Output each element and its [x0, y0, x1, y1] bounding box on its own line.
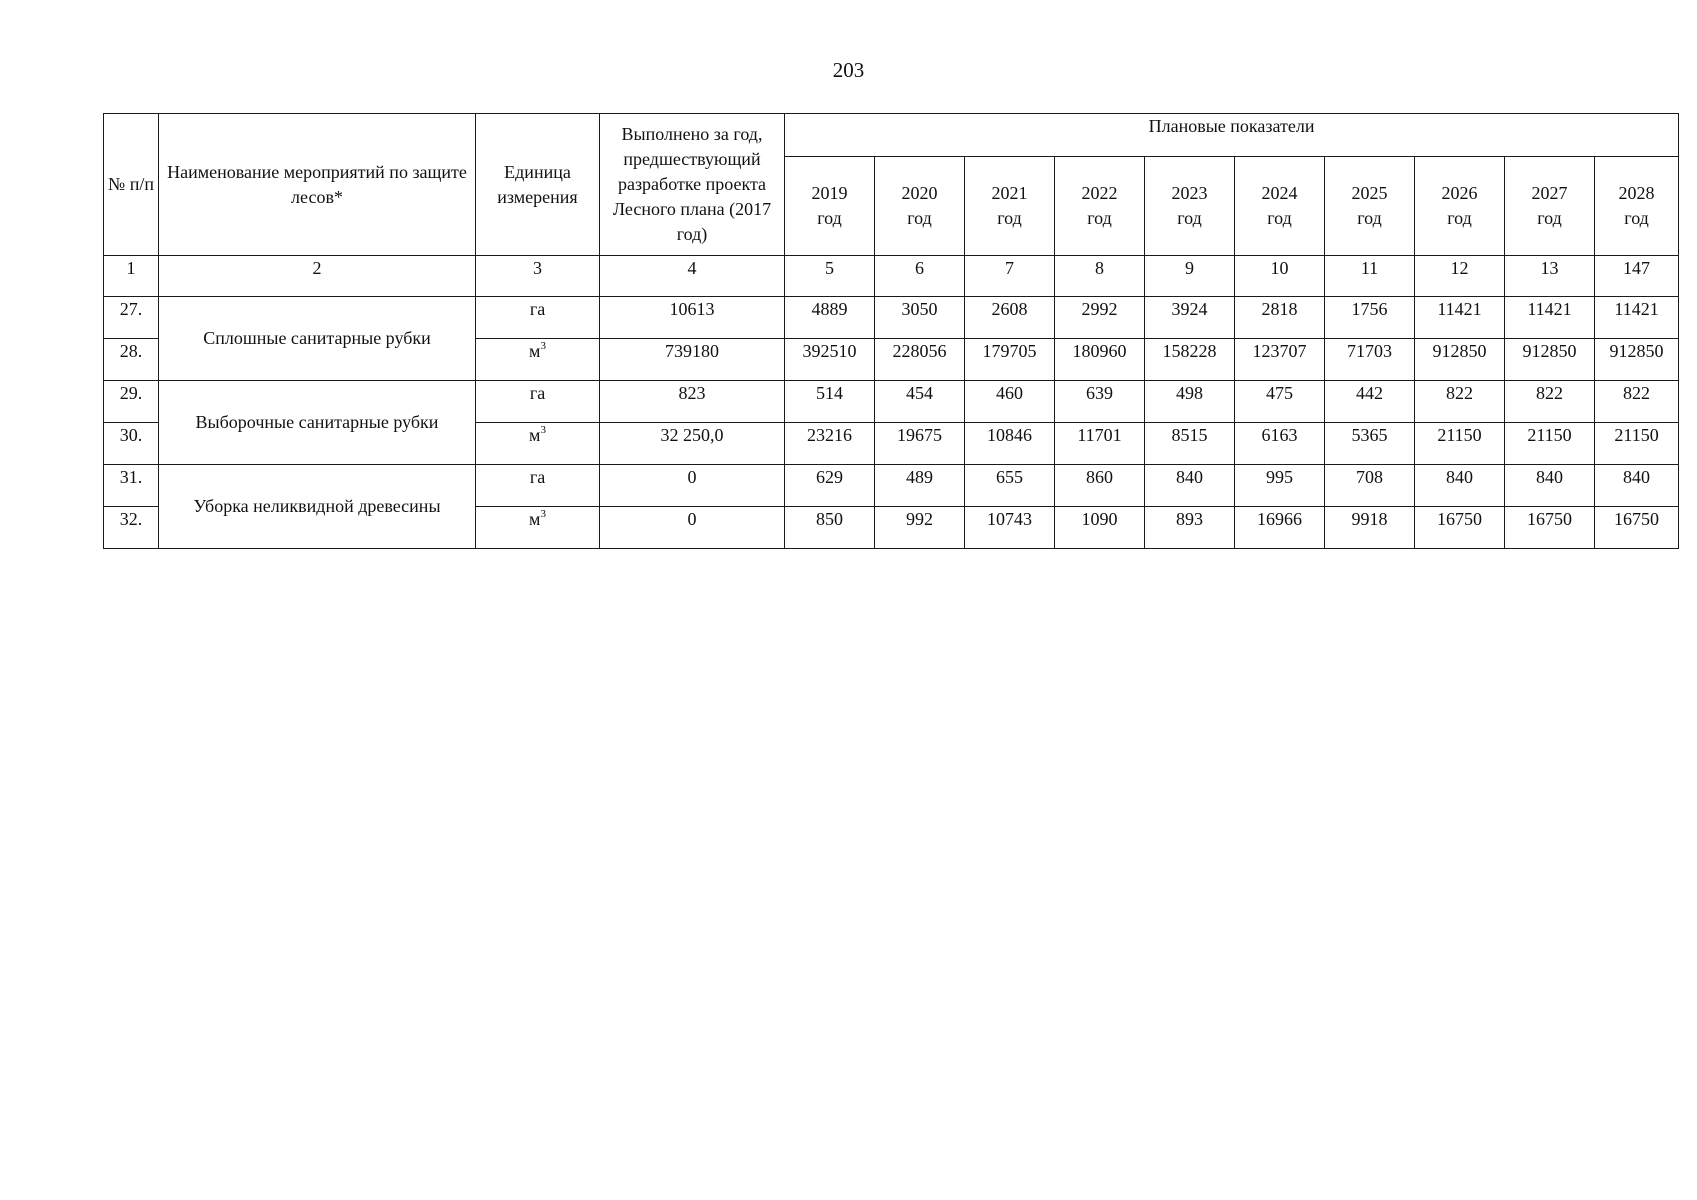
- unit-cell: [476, 465, 600, 507]
- plan-value-2022: 860: [1055, 465, 1145, 507]
- activity-name: Уборка неликвидной древесины: [159, 465, 476, 549]
- plan-value-2027: 21150: [1505, 423, 1595, 465]
- header-year-label: год: [997, 208, 1022, 228]
- plan-value-2028: 912850: [1595, 339, 1679, 381]
- header-year-2025: [1325, 157, 1415, 256]
- plan-value-2020: 19675: [875, 423, 965, 465]
- plan-value-2025: 9918: [1325, 507, 1415, 549]
- unit-cell: [476, 297, 600, 339]
- column-number: 1: [104, 256, 159, 297]
- plan-value-2021: 179705: [965, 339, 1055, 381]
- unit-cell: [476, 381, 600, 423]
- plan-value-2024: 995: [1235, 465, 1325, 507]
- plan-value-2021: 460: [965, 381, 1055, 423]
- activity-name: Выборочные санитарные рубки: [159, 381, 476, 465]
- plan-value-2026: 16750: [1415, 507, 1505, 549]
- header-year-value: 2019: [811, 183, 848, 203]
- header-year-value: 2028: [1618, 183, 1655, 203]
- plan-value-2019: 392510: [785, 339, 875, 381]
- column-number: 9: [1145, 256, 1235, 297]
- plan-value-2024: 475: [1235, 381, 1325, 423]
- column-number: 12: [1415, 256, 1505, 297]
- plan-value-2024: 16966: [1235, 507, 1325, 549]
- plan-value-2028: 822: [1595, 381, 1679, 423]
- table-header: [104, 114, 1679, 256]
- page-number: 203: [832, 58, 865, 82]
- plan-value-2027: 16750: [1505, 507, 1595, 549]
- plan-value-2022: 180960: [1055, 339, 1145, 381]
- plan-value-2021: 10743: [965, 507, 1055, 549]
- header-year-2026: [1415, 157, 1505, 256]
- plan-value-2026: 822: [1415, 381, 1505, 423]
- header-year-value: 2025: [1351, 183, 1388, 203]
- row-number: 27.: [104, 297, 159, 339]
- table-body: [104, 256, 1679, 549]
- done-2017-value: 739180: [600, 339, 785, 381]
- header-year-label: год: [1267, 208, 1292, 228]
- plan-value-2023: 3924: [1145, 297, 1235, 339]
- done-2017-value: 0: [600, 465, 785, 507]
- plan-value-2021: 655: [965, 465, 1055, 507]
- header-unit: Единица измерения: [476, 114, 600, 256]
- unit-text: м: [529, 425, 541, 445]
- header-year-2022: [1055, 157, 1145, 256]
- plan-value-2026: 912850: [1415, 339, 1505, 381]
- header-year-value: 2020: [901, 183, 938, 203]
- plan-value-2023: 8515: [1145, 423, 1235, 465]
- header-year-label: год: [1087, 208, 1112, 228]
- forest-protection-table: [103, 113, 1679, 549]
- unit-text: м: [529, 341, 541, 361]
- table-row: [104, 297, 1679, 339]
- header-name: Наименование мероприятий по защите лесов*: [159, 114, 476, 256]
- row-number: 28.: [104, 339, 159, 381]
- plan-value-2025: 71703: [1325, 339, 1415, 381]
- activity-name: Сплошные санитарные рубки: [159, 297, 476, 381]
- header-year-label: год: [817, 208, 842, 228]
- header-year-2023: [1145, 157, 1235, 256]
- header-year-2020: [875, 157, 965, 256]
- header-num: № п/п: [104, 114, 159, 256]
- plan-value-2028: 840: [1595, 465, 1679, 507]
- column-number: 13: [1505, 256, 1595, 297]
- plan-value-2020: 3050: [875, 297, 965, 339]
- plan-value-2024: 123707: [1235, 339, 1325, 381]
- plan-value-2021: 2608: [965, 297, 1055, 339]
- header-planned: Плановые показатели: [785, 114, 1679, 157]
- row-number: 31.: [104, 465, 159, 507]
- header-row-top: [104, 114, 1679, 157]
- column-number: 11: [1325, 256, 1415, 297]
- done-2017-value: 0: [600, 507, 785, 549]
- column-number: 7: [965, 256, 1055, 297]
- plan-value-2028: 21150: [1595, 423, 1679, 465]
- plan-value-2028: 11421: [1595, 297, 1679, 339]
- header-year-2024: [1235, 157, 1325, 256]
- table-row: [104, 465, 1679, 507]
- plan-value-2022: 11701: [1055, 423, 1145, 465]
- header-year-value: 2023: [1171, 183, 1208, 203]
- plan-value-2019: 4889: [785, 297, 875, 339]
- header-year-value: 2027: [1531, 183, 1568, 203]
- row-number: 29.: [104, 381, 159, 423]
- row-number: 30.: [104, 423, 159, 465]
- column-number: 3: [476, 256, 600, 297]
- column-number: 10: [1235, 256, 1325, 297]
- unit-superscript: 3: [540, 340, 546, 352]
- plan-value-2023: 158228: [1145, 339, 1235, 381]
- header-year-label: год: [907, 208, 932, 228]
- done-2017-value: 823: [600, 381, 785, 423]
- column-number: 5: [785, 256, 875, 297]
- plan-value-2023: 893: [1145, 507, 1235, 549]
- header-year-label: год: [1177, 208, 1202, 228]
- header-year-2021: [965, 157, 1055, 256]
- plan-value-2021: 10846: [965, 423, 1055, 465]
- row-number: 32.: [104, 507, 159, 549]
- plan-value-2020: 992: [875, 507, 965, 549]
- column-numbers-row: [104, 256, 1679, 297]
- header-year-label: год: [1447, 208, 1472, 228]
- plan-value-2020: 454: [875, 381, 965, 423]
- plan-value-2023: 498: [1145, 381, 1235, 423]
- plan-value-2024: 2818: [1235, 297, 1325, 339]
- done-2017-value: 32 250,0: [600, 423, 785, 465]
- header-year-label: год: [1537, 208, 1562, 228]
- plan-value-2026: 11421: [1415, 297, 1505, 339]
- plan-value-2022: 639: [1055, 381, 1145, 423]
- plan-value-2028: 16750: [1595, 507, 1679, 549]
- column-number: 147: [1595, 256, 1679, 297]
- column-number: 6: [875, 256, 965, 297]
- plan-value-2019: 514: [785, 381, 875, 423]
- header-done-2017: Выполнено за год, предшествующий разработке проекта Лесного плана (2017 год): [600, 114, 785, 256]
- header-year-value: 2026: [1441, 183, 1478, 203]
- column-number: 8: [1055, 256, 1145, 297]
- plan-value-2027: 912850: [1505, 339, 1595, 381]
- plan-value-2025: 442: [1325, 381, 1415, 423]
- unit-text: м: [529, 509, 541, 529]
- plan-value-2027: 822: [1505, 381, 1595, 423]
- column-number: 2: [159, 256, 476, 297]
- header-year-value: 2024: [1261, 183, 1298, 203]
- header-year-label: год: [1357, 208, 1382, 228]
- unit-text: га: [529, 383, 546, 403]
- header-year-2019: [785, 157, 875, 256]
- plan-value-2027: 840: [1505, 465, 1595, 507]
- unit-text: га: [529, 299, 546, 319]
- plan-value-2023: 840: [1145, 465, 1235, 507]
- unit-cell: [476, 423, 600, 465]
- plan-value-2027: 11421: [1505, 297, 1595, 339]
- plan-value-2026: 840: [1415, 465, 1505, 507]
- plan-value-2019: 850: [785, 507, 875, 549]
- unit-superscript: 3: [540, 424, 546, 436]
- plan-value-2022: 2992: [1055, 297, 1145, 339]
- plan-value-2020: 489: [875, 465, 965, 507]
- done-2017-value: 10613: [600, 297, 785, 339]
- plan-value-2025: 5365: [1325, 423, 1415, 465]
- plan-value-2025: 1756: [1325, 297, 1415, 339]
- plan-value-2022: 1090: [1055, 507, 1145, 549]
- header-year-value: 2021: [991, 183, 1028, 203]
- header-year-value: 2022: [1081, 183, 1118, 203]
- unit-superscript: 3: [540, 508, 546, 520]
- header-year-label: год: [1624, 208, 1649, 228]
- header-year-2027: [1505, 157, 1595, 256]
- plan-value-2025: 708: [1325, 465, 1415, 507]
- plan-value-2019: 629: [785, 465, 875, 507]
- unit-cell: [476, 339, 600, 381]
- header-year-2028: [1595, 157, 1679, 256]
- plan-value-2024: 6163: [1235, 423, 1325, 465]
- plan-value-2020: 228056: [875, 339, 965, 381]
- column-number: 4: [600, 256, 785, 297]
- unit-text: га: [529, 467, 546, 487]
- plan-value-2026: 21150: [1415, 423, 1505, 465]
- unit-cell: [476, 507, 600, 549]
- table-row: [104, 381, 1679, 423]
- plan-value-2019: 23216: [785, 423, 875, 465]
